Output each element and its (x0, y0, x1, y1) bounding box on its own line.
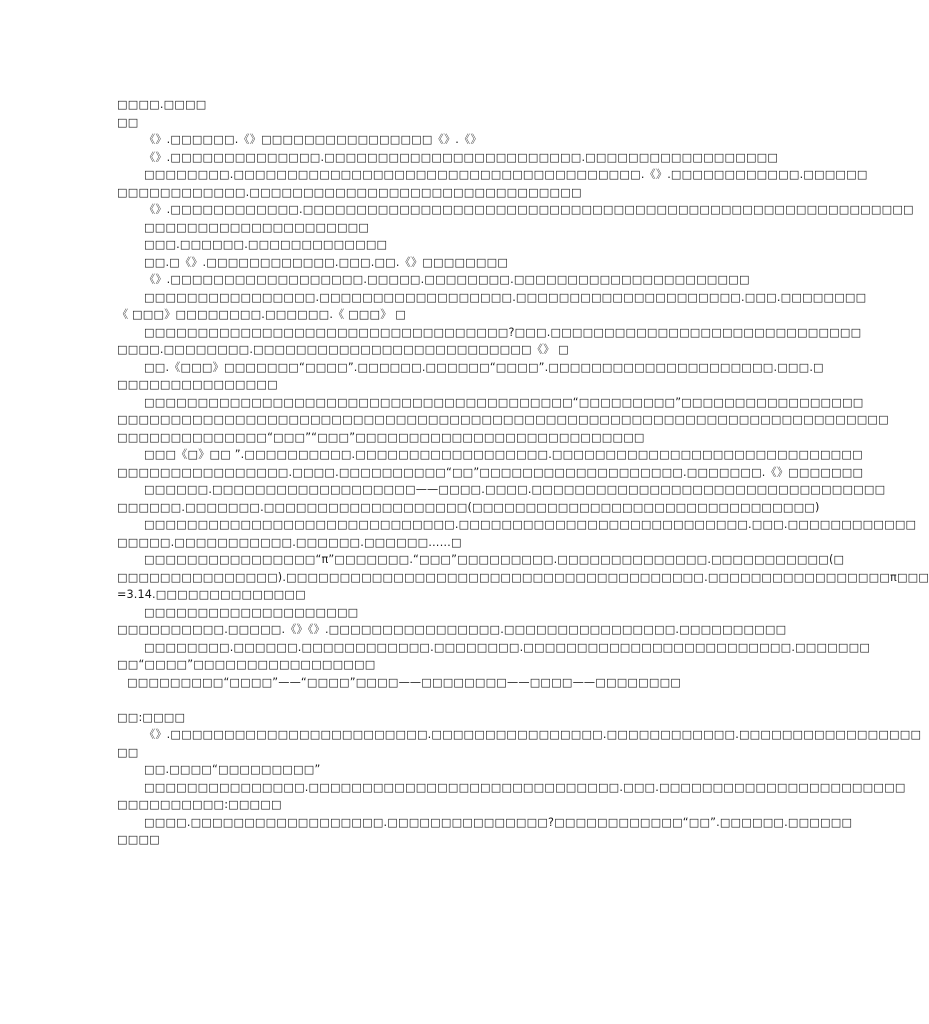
text-line: □□□□□□□□□□□□.□□□□□□□□□□□□□□□□□□□□□□□□□□□□□□□ (117, 185, 582, 199)
text-line: 《》.□□□□□□□□□□□□□□□□□□.□□□□□.□□□□□□□□.□□□□□□□□□□□□□□□□□□□□□□ (144, 273, 750, 286)
text-line: □□□□□□□□□□□□□□□□□□□□□□□□□□□□□□□□□□□□□□□□“□□□□□□□□□”□□□□□□□□□□□□□□□□□ (144, 395, 864, 409)
text-line: □□□□□.□□□□□□□□□□□.□□□□□□.□□□□□□……□ (117, 535, 462, 549)
text-line: □□□□.□□□□ (117, 98, 207, 111)
text-line: □□□□□□□□□□□□□□□□□□□□□□□□□□□□□□□□□□□□□□□□□□□□□□□□□□□□□□□□□□□□□□□□□□□□□□□□ (117, 413, 889, 426)
section-gap (117, 691, 655, 709)
text-line: □□.□□□□“□□□□□□□□□” (144, 763, 321, 776)
text-line: □□□□□□□□□□□□□□□ (117, 378, 278, 391)
text-line: □□□□□□□□□□□□□□□□□□□□□□□□□□□□□.□□□□□□□□□□□□□□□□□□□□□□□□□□□.□□□.□□□□□□□□□□□□ (144, 518, 917, 531)
text-line: □□□《□》□□ ”.□□□□□□□□□□.□□□□□□□□□□□□□□□□□□.□□□□□□□□□□□□□□□□□□□□□□□□□□□□□ (144, 448, 863, 461)
text-line: □□□□□□□□□□□□□□□□.□□□□□□□□□□□□□□□□□□.□□□□□□□□□□□□□□□□□□□□□.□□□.□□□□□□□□ (144, 290, 867, 304)
text-line: 《》.□□□□□□□□□□□□.□□□□□□□□□□□□□□□□□□□□□□□□□□□□□□□□□□□□□□□□□□□□□□□□□□□□□□□□□ (144, 203, 914, 216)
text-line: □□.《□□□》□□□□□□□“□□□□”.□□□□□□.□□□□□□“□□□□”.□□□□□□□□□□□□□□□□□□□□□.□□□.□ (144, 360, 824, 374)
text-line: □□□□.□□□□□□□□.□□□□□□□□□□□□□□□□□□□□□□□□□□《》 □ (117, 343, 569, 356)
text-line: 《》.□□□□□□□□□□□□□□.□□□□□□□□□□□□□□□□□□□□□□□□.□□□□□□□□□□□□□□□□□□ (144, 150, 779, 164)
text-line: □□:□□□□ (117, 710, 186, 724)
text-line: □□□□□□□□□□□□□□□□“π”□□□□□□□.“□□□”□□□□□□□□□.□□□□□□□□□□□□□□.□□□□□□□□□□□(□ (144, 553, 845, 566)
text-line: =3.14.□□□□□□□□□□□□□□ (117, 588, 306, 601)
text-line: 《》.□□□□□□□□□□□□□□□□□□□□□□□□.□□□□□□□□□□□□□□□□.□□□□□□□□□□□□.□□□□□□□□□□□□□□□□□ (144, 728, 922, 741)
document-body (117, 96, 929, 849)
text-line: □□□□□□□□.□□□□□□□□□□□□□□□□□□□□□□□□□□□□□□□□□□□□□□.《》.□□□□□□□□□□□□.□□□□□□ (144, 168, 868, 181)
text-line: □□□□□□□□□“□□□□”——“□□□□”□□□□——□□□□□□□□——□□□□——□□□□□□□□ (127, 675, 682, 689)
text-line: □□ (117, 745, 139, 759)
document-section (117, 96, 929, 691)
text-line: □□□.□□□□□□.□□□□□□□□□□□□□ (144, 238, 388, 251)
text-line: □□ (117, 115, 139, 129)
text-line: □□□□□□.□□□□□□□□□□□□□□□□□□□——□□□□.□□□□.□□□□□□□□□□□□□□□□□□□□□□□□□□□□□□□□□ (144, 483, 886, 496)
text-line: □□□□□□□□□□□□□□□□.□□□□.□□□□□□□□□□“□□”□□□□□□□□□□□□□□□□□□□.□□□□□□□.《》□□□□□□□ (117, 465, 864, 479)
text-line: □□□□□□□□□□□□□□“□□□”“□□□”□□□□□□□□□□□□□□□□□□□□□□□□□□□ (117, 430, 645, 444)
text-line: □□“□□□□”□□□□□□□□□□□□□□□□□ (117, 658, 376, 671)
text-line: □□□□□□□□□□□□□□□□□□□□ (144, 605, 359, 619)
text-line: □□□□□□□□□□□□□□□□□□□□□ (144, 220, 370, 234)
text-line: 《》.□□□□□□.《》□□□□□□□□□□□□□□□□《》.《》 (144, 133, 482, 146)
text-line: 《 □□□》□□□□□□□□.□□□□□□.《 □□□》 □ (117, 308, 407, 321)
text-line: □□□□□□.□□□□□□□.□□□□□□□□□□□□□□□□□□□(□□□□□□□□□□□□□□□□□□□□□□□□□□□□□□□□) (117, 500, 820, 514)
text-line: □□□□.□□□□□□□□□□□□□□□□□□.□□□□□□□□□□□□□□□?□□□□□□□□□□□□“□□”.□□□□□□.□□□□□□ (144, 815, 853, 829)
text-line: □□□□□□□□□□□□□□□).□□□□□□□□□□□□□□□□□□□□□□□□□□□□□□□□□□□□□□□.□□□□□□□□□□□□□□□□□π□□□ (117, 570, 929, 584)
document-section (117, 709, 922, 849)
text-line: □□□□□□□□□□.□□□□□.《》《》.□□□□□□□□□□□□□□□□.□□□□□□□□□□□□□□□□.□□□□□□□□□□ (117, 623, 787, 636)
text-line: □□□□ (117, 833, 160, 846)
text-line: □□.□《》.□□□□□□□□□□□□.□□□.□□.《》□□□□□□□□ (144, 255, 509, 269)
text-line: □□□□□□□□□□□□□□□.□□□□□□□□□□□□□□□□□□□□□□□□□□□□□.□□□.□□□□□□□□□□□□□□□□□□□□□□□ (144, 780, 906, 794)
text-line: □□□□□□□□□□:□□□□□ (117, 798, 282, 811)
text-line: □□□□□□□□□□□□□□□□□□□□□□□□□□□□□□□□□□?□□□.□□□□□□□□□□□□□□□□□□□□□□□□□□□□□ (144, 325, 862, 339)
text-line: □□□□□□□□.□□□□□□.□□□□□□□□□□□□.□□□□□□□□.□□□□□□□□□□□□□□□□□□□□□□□□□.□□□□□□□ (144, 640, 871, 654)
